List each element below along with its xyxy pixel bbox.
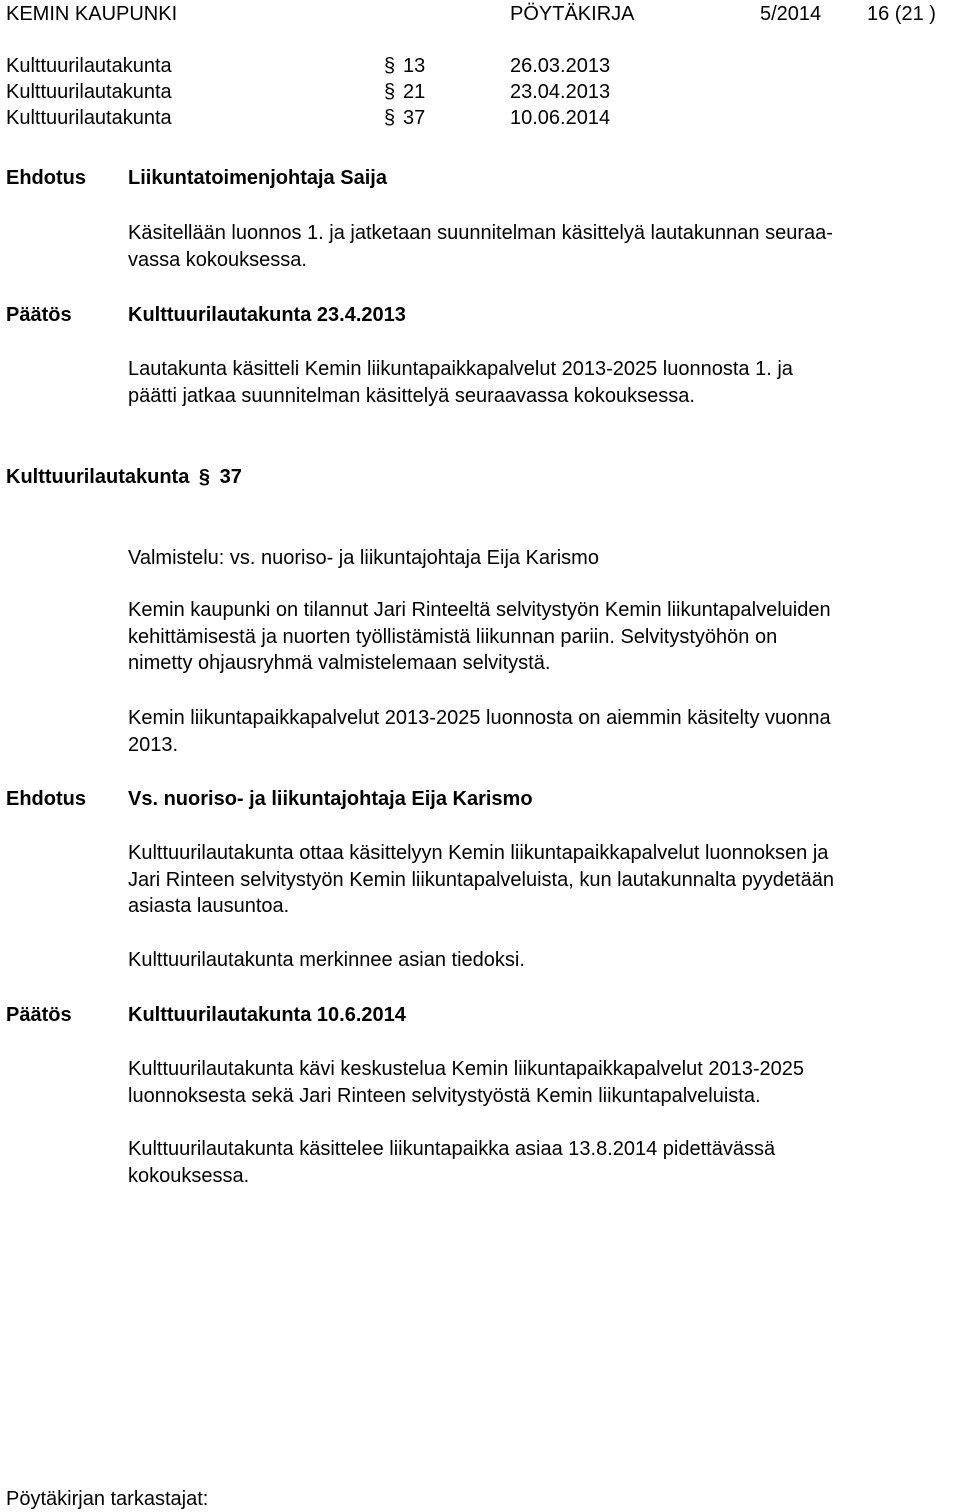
text-line: nimetty ohjausryhmä valmistelemaan selvitystä. [128, 652, 551, 674]
section-symbol: § [384, 55, 396, 77]
proposal-label: Ehdotus [6, 788, 86, 810]
reference-number: 13 [403, 55, 426, 77]
reference-date: 10.06.2014 [510, 107, 611, 129]
text-line: Jari Rinteen selvitystyön Kemin liikuntapalveluista, kun lautakunnalta pyydetään [128, 868, 834, 891]
section-number: 37 [219, 466, 242, 488]
decision-heading: Kulttuurilautakunta 10.6.2014 [128, 1004, 406, 1026]
minutes-checkers-label: Pöytäkirjan tarkastajat: [6, 1488, 209, 1510]
preparation-note: Valmistelu: vs. nuoriso- ja liikuntajohtaja Eija Karismo [128, 547, 599, 569]
decision-label: Päätös [6, 1004, 72, 1026]
decision-heading: Kulttuurilautakunta 23.4.2013 [128, 304, 406, 326]
text-line: Kemin liikuntapaikkapalvelut 2013-2025 luonnosta on aiemmin käsitelty vuonna [128, 707, 831, 729]
decision-text [128, 1056, 954, 1109]
section-paragraph [128, 705, 954, 758]
reference-body: Kulttuurilautakunta [6, 55, 172, 77]
text-line: päätti jatkaa suunnitelman käsittelyä seuraavassa kokouksessa. [128, 384, 695, 407]
reference-date: 23.04.2013 [510, 81, 611, 103]
text-line: Kemin kaupunki on tilannut Jari Rinteeltä selvitystyön Kemin liikuntapalveluiden [128, 599, 831, 621]
section-title-body: Kulttuurilautakunta [6, 466, 190, 488]
org-name: KEMIN KAUPUNKI [6, 3, 178, 25]
reference-date: 26.03.2013 [510, 55, 611, 77]
text-line: Kulttuurilautakunta käsittelee liikuntapaikka asiaa 13.8.2014 pidettävässä [128, 1138, 776, 1160]
text-line: Lautakunta käsitteli Kemin liikuntapaikkapalvelut 2013-2025 luonnosta 1. ja [128, 358, 793, 380]
text-line: luonnoksesta sekä Jari Rinteen selvitystyöstä Kemin liikuntapalveluista. [128, 1084, 761, 1107]
decision-label: Päätös [6, 304, 72, 326]
text-line: Kulttuurilautakunta merkinnee asian tiedoksi. [128, 949, 525, 971]
proposal-text [128, 947, 954, 974]
proposal-heading: Vs. nuoriso- ja liikuntajohtaja Eija Karismo [128, 788, 533, 810]
text-line: asiasta lausuntoa. [128, 895, 290, 917]
reference-body: Kulttuurilautakunta [6, 81, 172, 103]
section-symbol: § [198, 466, 211, 488]
text-line: Kulttuurilautakunta ottaa käsittelyyn Kemin liikuntapaikkapalvelut luonnoksen ja [128, 842, 829, 864]
page-number: 16 (21 ) [867, 3, 936, 25]
proposal-text [128, 840, 954, 920]
text-line: vassa kokouksessa. [128, 248, 307, 271]
text-line: kokouksessa. [128, 1164, 250, 1187]
text-line: Kulttuurilautakunta kävi keskustelua Kemin liikuntapaikkapalvelut 2013-2025 [128, 1058, 804, 1080]
reference-number: 21 [403, 81, 426, 103]
text-line: Käsitellään luonnos 1. ja jatketaan suunnitelman käsittelyä lautakunnan seuraa- [128, 222, 833, 244]
text-line: kehittämisestä ja nuorten työllistämistä liikunnan pariin. Selvitystyöhön on [128, 625, 778, 648]
document-type: PÖYTÄKIRJA [510, 3, 635, 25]
decision-text [128, 356, 954, 409]
text-line: 2013. [128, 733, 179, 756]
reference-body: Kulttuurilautakunta [6, 107, 172, 129]
proposal-text [128, 220, 954, 273]
section-paragraph [128, 597, 954, 677]
reference-number: 37 [403, 107, 426, 129]
proposal-label: Ehdotus [6, 167, 86, 189]
decision-text [128, 1136, 954, 1189]
proposal-heading: Liikuntatoimenjohtaja Saija [128, 167, 387, 189]
section-symbol: § [384, 81, 396, 103]
document-number: 5/2014 [760, 3, 822, 25]
section-title [6, 464, 242, 490]
section-symbol: § [384, 107, 396, 129]
